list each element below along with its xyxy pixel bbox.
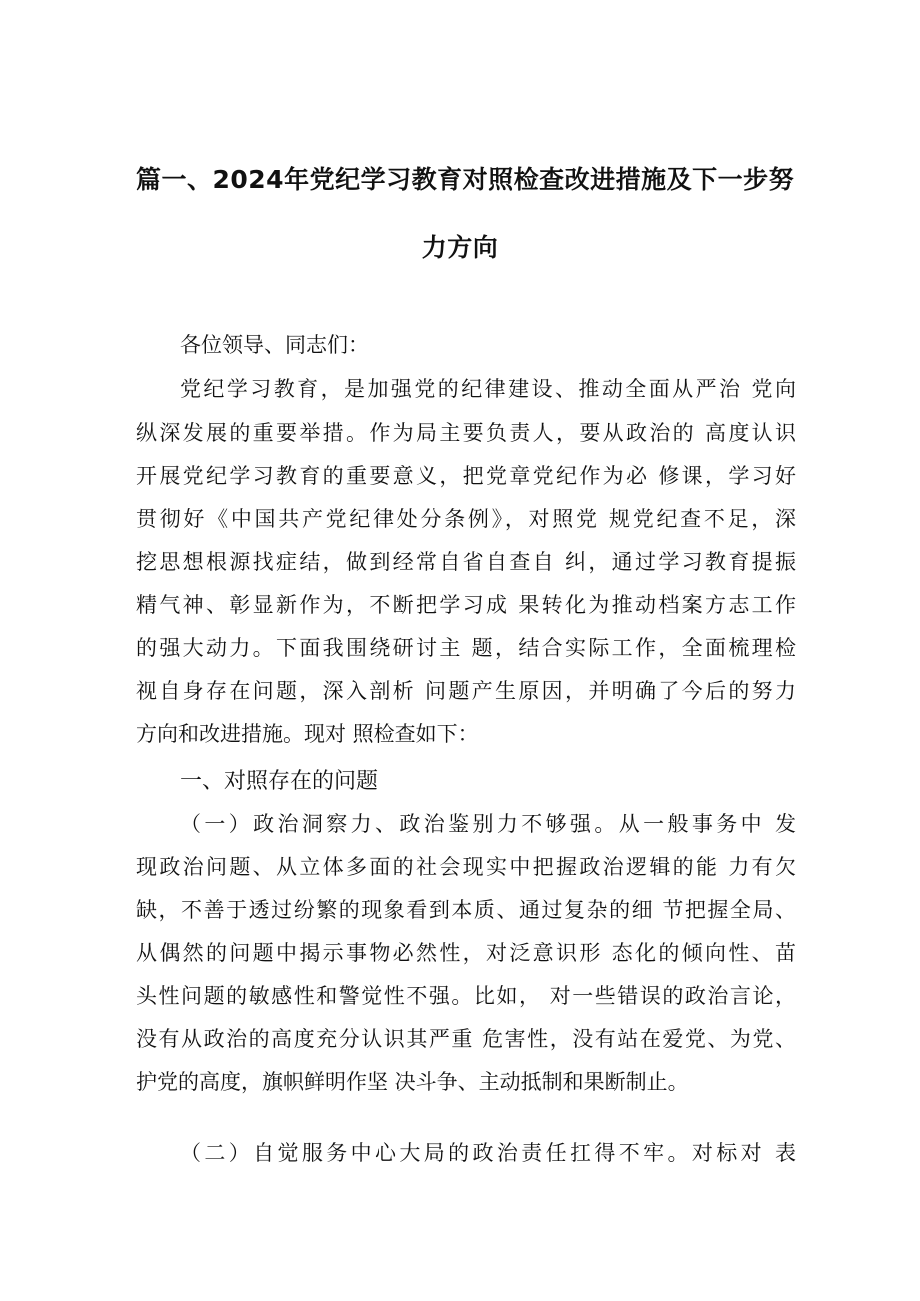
para1-line: 护党的高度，旗帜鲜明作坚 决斗争、主动抵制和果断制止。 — [136, 1070, 689, 1094]
para2-line: （二）自觉服务中心大局的政治责任扛得不牢。对标对 表 — [180, 1141, 796, 1165]
para1-line: 从偶然的问题中揭示事物必然性，对泛意识形 态化的倾向性、苗 — [136, 941, 796, 965]
document-title-line-2: 力方向 — [421, 233, 499, 262]
para1-line: 头性问题的敏感性和警觉性不强。比如， 对一些错误的政治言论， — [136, 984, 796, 1008]
intro-line: 挖思想根源找症结，做到经常自省自查自 纠，通过学习教育提振 — [136, 550, 796, 574]
intro-line: 视自身存在问题，深入剖析 问题产生原因，并明确了今后的努力 — [136, 679, 796, 703]
intro-line: 纵深发展的重要举措。作为局主要负责人，要从政治的 高度认识 — [136, 421, 796, 445]
intro-line: 的强大动力。下面我围绕研讨主 题，结合实际工作，全面梳理检 — [136, 636, 796, 660]
para1-line: （一）政治洞察力、政治鉴别力不够强。从一般事务中 发 — [180, 812, 796, 836]
para1-line: 缺，不善于透过纷繁的现象看到本质、通过复杂的细 节把握全局、 — [136, 898, 796, 922]
para1-line: 没有从政治的高度充分认识其严重 危害性，没有站在爱党、为党、 — [136, 1027, 796, 1051]
intro-line: 精气神、彰显新作为，不断把学习成 果转化为推动档案方志工作 — [136, 593, 796, 617]
intro-line: 开展党纪学习教育的重要意义，把党章党纪作为必 修课，学习好 — [136, 464, 796, 488]
intro-line: 贯彻好《中国共产党纪律处分条例》，对照党 规党纪查不足，深 — [136, 507, 796, 531]
document-title-line-1: 篇一、2024年党纪学习教育对照检查改进措施及下一步努 — [136, 165, 795, 194]
intro-line: 方向和改进措施。现对 照检查如下： — [136, 722, 479, 746]
section-heading: 一、对照存在的问题 — [180, 769, 379, 794]
para1-line: 现政治问题、从立体多面的社会现实中把握政治逻辑的能 力有欠 — [136, 855, 796, 879]
intro-line: 党纪学习教育，是加强党的纪律建设、推动全面从严治 党向 — [180, 377, 796, 401]
salutation: 各位领导、同志们： — [180, 333, 369, 357]
